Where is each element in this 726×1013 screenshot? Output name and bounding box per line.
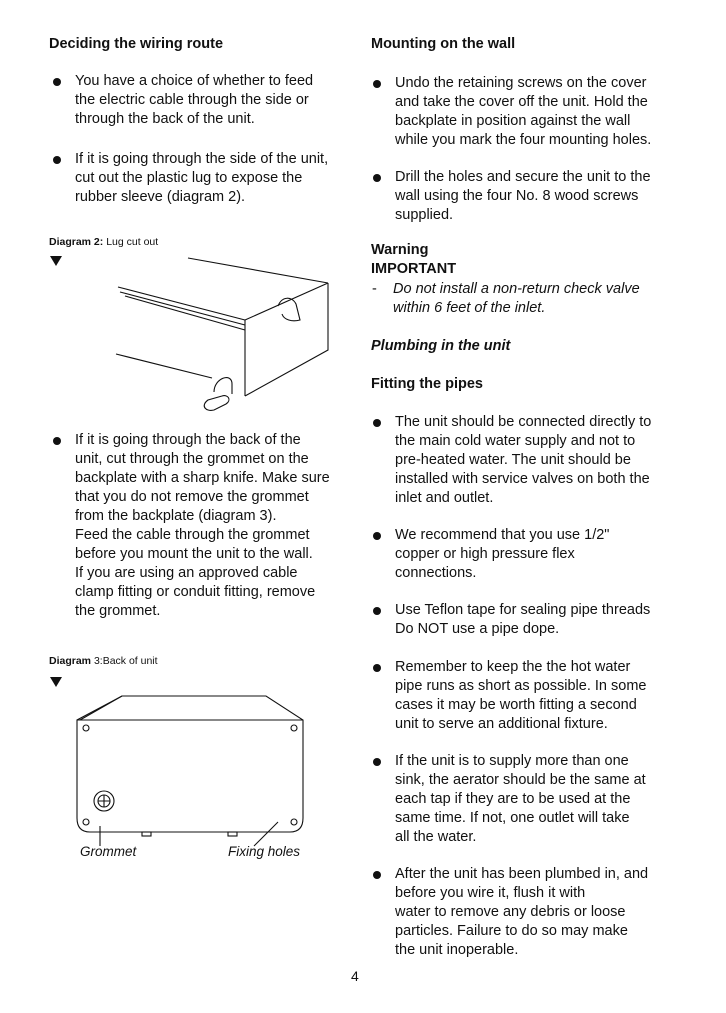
bullet-line: cut out the plastic lug to expose the (75, 170, 303, 186)
unit-top-edge (188, 258, 328, 283)
bullet-line: cases it may be worth fitting a second (395, 697, 637, 713)
bullet-line: If the unit is to supply more than one (395, 753, 629, 769)
bullet-line: the main cold water supply and not to (395, 433, 636, 449)
bullet-line: while you mark the four mounting holes. (395, 132, 652, 148)
diagram-3-caption-text: 3:Back of unit (93, 655, 158, 667)
bullet-line: all the water. (395, 829, 477, 845)
grommet-icon (94, 791, 114, 811)
grommet-label: Grommet (80, 844, 137, 859)
bullet-line: unit, cut through the grommet on the (75, 451, 309, 467)
diagram-3-caption (49, 655, 158, 667)
bullet-line: Use Teflon tape for sealing pipe threads (395, 602, 651, 618)
down-arrow-icon (50, 677, 62, 687)
bullet-line: unit to serve an additional fixture. (395, 716, 608, 732)
bullet-dot (53, 78, 61, 86)
bullet-line: If it is going through the back of the (75, 432, 301, 448)
fitting-pipes-heading: Fitting the pipes (371, 376, 483, 392)
important-heading: IMPORTANT (371, 261, 457, 277)
diagram-2-label: Diagram 2: (49, 236, 104, 248)
bullet-line: each tap if they are to be used at the (395, 791, 631, 807)
bullet-line: Drill the holes and secure the unit to the (395, 169, 651, 185)
bullet-line: the electric cable through the side or (75, 92, 309, 108)
plumbing-heading: Plumbing in the unit (371, 338, 511, 354)
down-arrow-icon (50, 256, 62, 266)
lug-cutout (214, 378, 232, 394)
bullet-dot (373, 607, 381, 615)
bullet-line: rubber sleeve (diagram 2). (75, 189, 246, 205)
fixing-hole (83, 819, 89, 825)
warning-line: Do not install a non-return check valve (393, 281, 640, 297)
bullet-line: installed with service valves on both the (395, 471, 650, 487)
bullet-line: backplate in position against the wall (395, 113, 631, 129)
bullet-line: same time. If not, one outlet will take (395, 810, 630, 826)
bullet-line: inlet and outlet. (395, 490, 494, 506)
bullet-line: If you are using an approved cable (75, 565, 298, 581)
bullet-dot (373, 532, 381, 540)
warning-dash: - (372, 281, 377, 297)
bullet-dot (373, 80, 381, 88)
fixing-hole (291, 819, 297, 825)
bullet-line: before you mount the unit to the wall. (75, 546, 313, 562)
bullet-line: clamp fitting or conduit fitting, remove (75, 584, 316, 600)
lug-piece (204, 396, 229, 411)
bullet-line: If it is going through the side of the unit, (75, 151, 329, 167)
bullet-line: from the backplate (diagram 3). (75, 508, 277, 524)
bullet-line: After the unit has been plumbed in, and (395, 866, 649, 882)
bullet-dot (373, 871, 381, 879)
section-heading-wiring-route: Deciding the wiring route (49, 36, 224, 52)
backplate-outline (77, 696, 303, 832)
diagram-2-caption-text: Lug cut out (106, 236, 159, 248)
bullet-dot (53, 437, 61, 445)
bullet-line: We recommend that you use 1/2" (395, 527, 610, 543)
bullet-line: copper or high pressure flex (395, 546, 575, 562)
bullet-line: through the back of the unit. (75, 111, 255, 127)
bullet-line: the unit inoperable. (395, 942, 519, 958)
section-heading-mounting: Mounting on the wall (371, 36, 516, 52)
bullet-dot (373, 664, 381, 672)
bullet-line: particles. Failure to do so may make (395, 923, 628, 939)
bullet-line: You have a choice of whether to feed (75, 73, 314, 89)
bullet-line: before you wire it, flush it with (395, 885, 586, 901)
bullet-line: the grommet. (75, 603, 161, 619)
bullet-dot (373, 419, 381, 427)
warning-heading: Warning (371, 242, 429, 258)
bullet-line: supplied. (395, 207, 454, 223)
bullet-line: Remember to keep the the hot water (395, 659, 631, 675)
bullet-line: wall using the four No. 8 wood screws (395, 188, 639, 204)
page-number: 4 (351, 968, 359, 984)
bullet-line: and take the cover off the unit. Hold the (395, 94, 648, 110)
bullet-line: that you do not remove the grommet (75, 489, 309, 505)
bullet-line: pre-heated water. The unit should be (395, 452, 631, 468)
bullet-line: Do NOT use a pipe dope. (395, 621, 560, 637)
diagram-3-label: Diagram (49, 655, 92, 667)
diagram-2-caption (49, 236, 158, 248)
bullet-line: Undo the retaining screws on the cover (395, 75, 647, 91)
bullet-line: The unit should be connected directly to (395, 414, 652, 430)
bullet-line: connections. (395, 565, 477, 581)
bullet-line: Feed the cable through the grommet (75, 527, 310, 543)
bullet-dot (373, 174, 381, 182)
lug-shape (278, 298, 300, 321)
bullet-dot (373, 758, 381, 766)
fixing-hole (83, 725, 89, 731)
warning-line: within 6 feet of the inlet. (393, 300, 546, 316)
fixing-holes-label: Fixing holes (228, 844, 301, 859)
bullet-line: pipe runs as short as possible. In some (395, 678, 647, 694)
bullet-line: backplate with a sharp knife. Make sure (75, 470, 330, 486)
bullet-line: sink, the aerator should be the same at (395, 772, 646, 788)
fixing-hole (291, 725, 297, 731)
bullet-dot (53, 156, 61, 164)
bullet-line: water to remove any debris or loose (395, 904, 626, 920)
